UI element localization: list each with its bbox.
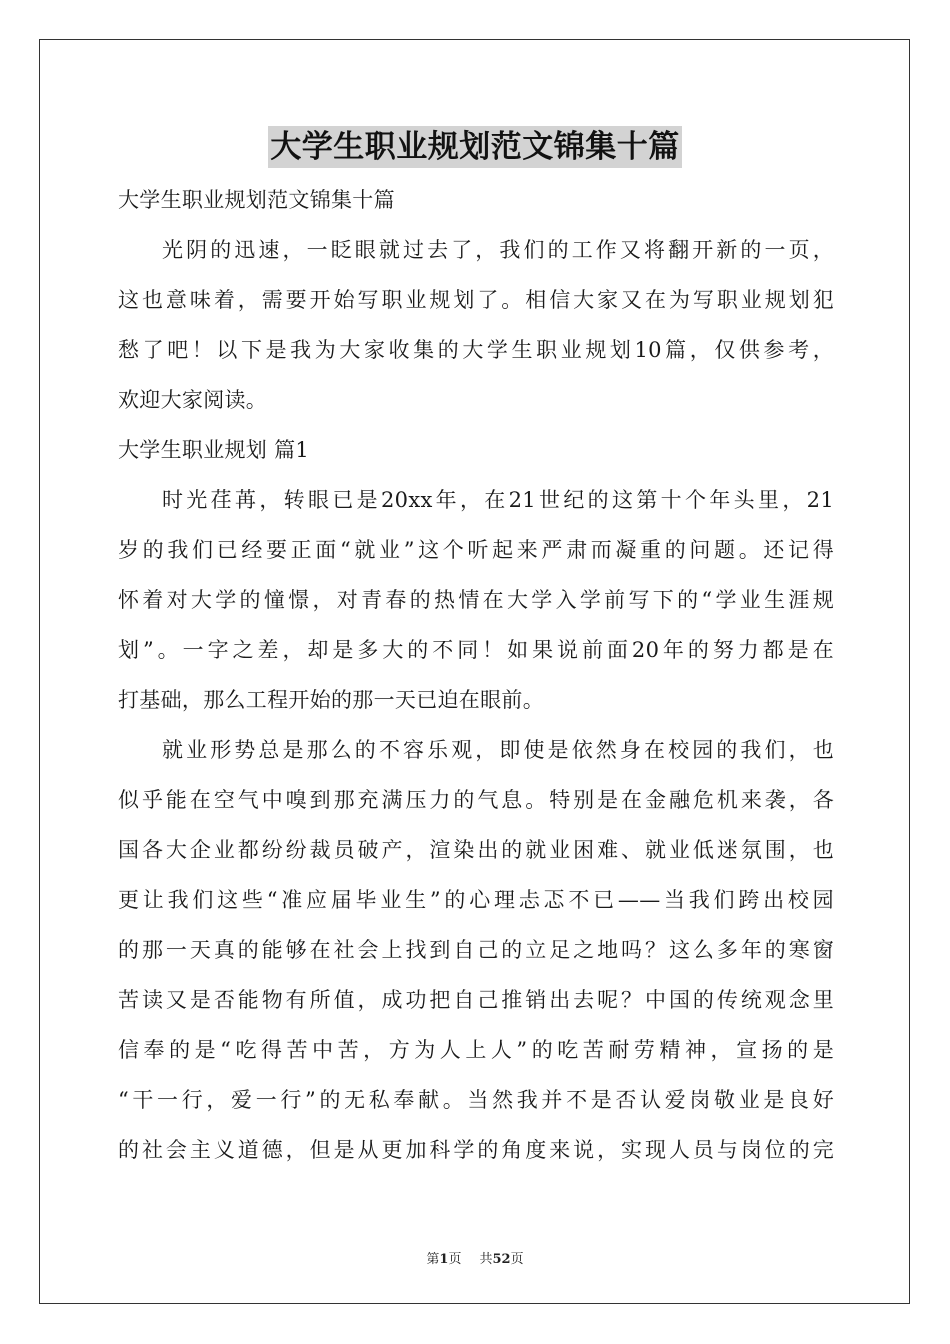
- footer-total-suffix: 页: [510, 1252, 524, 1267]
- text-line: 怀着对大学的憧憬，对青春的热情在大学入学前写下的“学业生涯规: [118, 588, 834, 612]
- footer-page-prefix: 第: [426, 1252, 440, 1267]
- text-line: 欢迎大家阅读。: [118, 388, 268, 412]
- text-line: 大学生职业规划范文锦集十篇: [118, 188, 395, 212]
- footer-total-prefix: 共: [479, 1252, 493, 1267]
- footer-page-suffix: 页: [448, 1252, 462, 1267]
- text-line: 国各大企业都纷纷裁员破产，渲染出的就业困难、就业低迷氛围，也: [118, 838, 834, 862]
- text-line: 就业形势总是那么的不容乐观，即使是依然身在校园的我们，也: [162, 738, 834, 762]
- text-line: 大学生职业规划 篇1: [118, 438, 310, 462]
- text-line: 光阴的迅速，一眨眼就过去了，我们的工作又将翻开新的一页，: [162, 238, 834, 262]
- text-line: 时光荏苒，转眼已是20xx年，在21世纪的这第十个年头里，21: [162, 488, 834, 512]
- text-line: 岁的我们已经要正面“就业”这个听起来严肃而凝重的问题。还记得: [118, 538, 834, 562]
- document-title: 大学生职业规划范文锦集十篇: [268, 126, 682, 168]
- text-line: “干一行，爱一行”的无私奉献。当然我并不是否认爱岗敬业是良好: [118, 1088, 834, 1112]
- text-line: 打基础，那么工程开始的那一天已迫在眼前。: [118, 688, 544, 712]
- text-line: 信奉的是“吃得苦中苦，方为人上人”的吃苦耐劳精神，宣扬的是: [118, 1038, 834, 1062]
- document-body: [118, 182, 834, 1182]
- footer-page-number: 1: [439, 1252, 449, 1267]
- text-line: 划”。一字之差，却是多大的不同！如果说前面20年的努力都是在: [118, 638, 834, 662]
- text-line: 的社会主义道德，但是从更加科学的角度来说，实现人员与岗位的完: [118, 1138, 834, 1162]
- text-line: 苦读又是否能物有所值，成功把自己推销出去呢？中国的传统观念里: [118, 988, 834, 1012]
- text-line: 的那一天真的能够在社会上找到自己的立足之地吗？这么多年的寒窗: [118, 938, 834, 962]
- text-line: 这也意味着，需要开始写职业规划了。相信大家又在为写职业规划犯: [118, 288, 834, 312]
- title-container: [0, 126, 950, 168]
- footer-total-pages: 52: [492, 1252, 511, 1267]
- text-line: 愁了吧！以下是我为大家收集的大学生职业规划10篇，仅供参考，: [118, 338, 834, 362]
- text-line: 似乎能在空气中嗅到那充满压力的气息。特别是在金融危机来袭，各: [118, 788, 834, 812]
- text-line: 更让我们这些“准应届毕业生”的心理忐忑不已——当我们跨出校园: [118, 888, 834, 912]
- page-footer: [0, 1248, 950, 1267]
